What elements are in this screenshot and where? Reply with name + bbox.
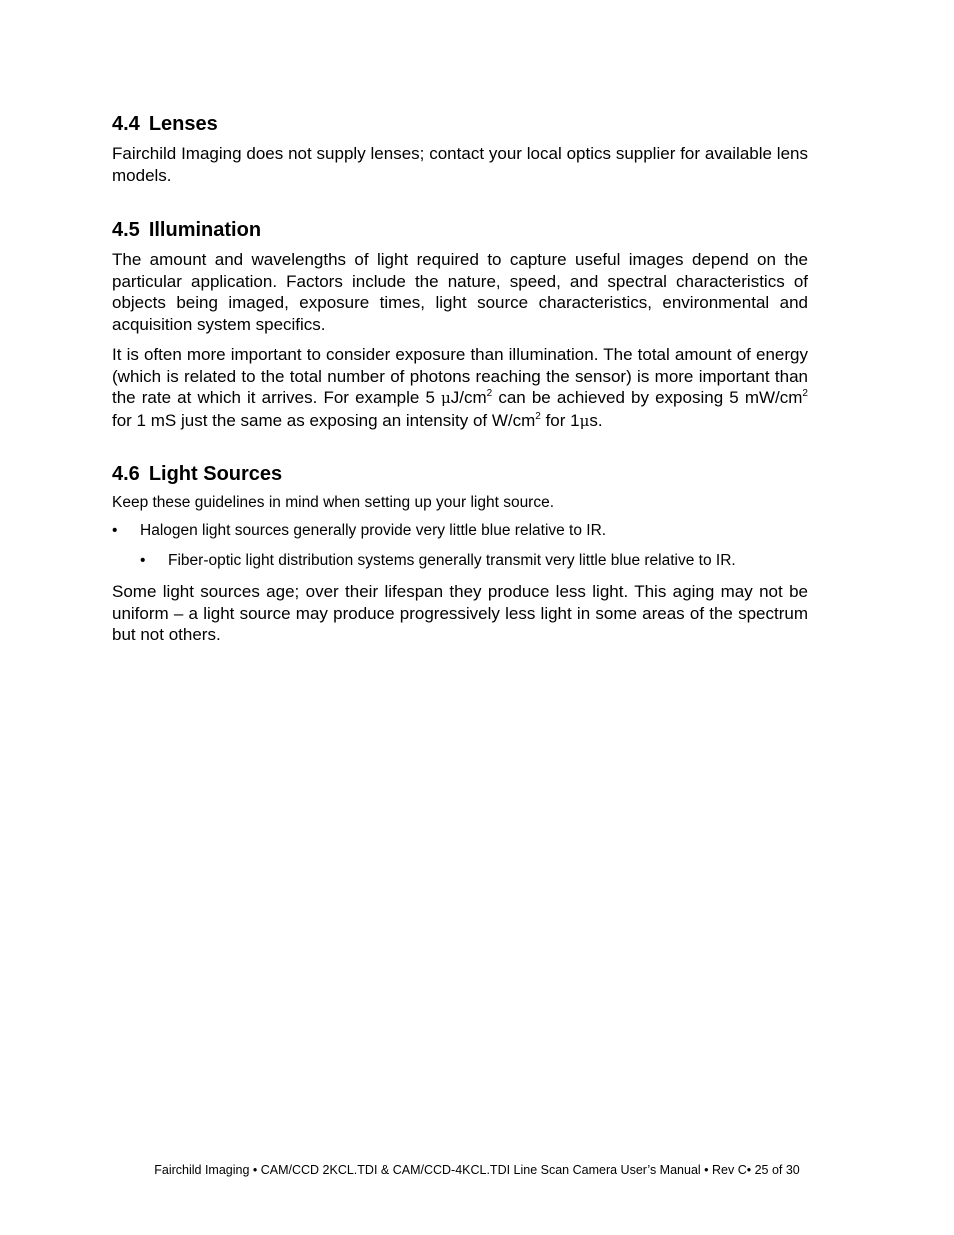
light-sources-intro: Keep these guidelines in mind when setting up your light source. <box>112 494 555 511</box>
section-illumination <box>112 217 808 432</box>
text-run: s. <box>589 410 603 430</box>
superscript: 2 <box>802 388 808 399</box>
mu-symbol: μ <box>579 411 590 430</box>
list-item-text: Halogen light sources generally provide very little blue relative to IR. <box>140 522 607 539</box>
list-item <box>112 551 808 571</box>
list-item <box>112 521 808 541</box>
section-title: Light Sources <box>148 463 283 485</box>
superscript: 2 <box>486 388 493 399</box>
illumination-paragraph-2 <box>112 344 808 432</box>
section-spacer <box>112 441 808 461</box>
text-run: It is often more important to consider exposure than illumination. The total amount of energy (which is related to the total number of photons reaching the sensor) is more important than the rate at which it arrives. For example 5 <box>112 345 808 407</box>
section-number: 4.4 <box>112 113 140 135</box>
section-heading <box>112 217 808 243</box>
mu-symbol: μ <box>441 389 451 407</box>
light-sources-closing: Some light sources age; over their lifespan they produce less light. This aging may not be uniform – a light source may produce progressively less light in some areas of the spectrum but not others. <box>112 582 808 644</box>
text-run: J/cm <box>450 388 487 407</box>
section-heading <box>112 111 808 137</box>
lenses-paragraph: Fairchild Imaging does not supply lenses; contact your local optics supplier for available lens models. <box>112 144 808 185</box>
page-footer: Fairchild Imaging • CAM/CCD 2KCL.TDI & CAM/CCD-4KCL.TDI Line Scan Camera User’s Manual • Rev C• 25 of 30 <box>154 1163 800 1177</box>
guideline-list <box>112 521 808 571</box>
text-run: for 1 <box>540 410 580 430</box>
list-item-text: Fiber-optic light distribution systems generally transmit very little blue relative to IR. <box>168 552 736 569</box>
section-number: 4.5 <box>112 219 140 241</box>
bullet-icon: • <box>140 552 146 569</box>
section-title: Lenses <box>148 113 218 135</box>
text-run: can be achieved by exposing 5 mW/cm <box>492 388 803 407</box>
section-spacer <box>112 195 808 217</box>
superscript: 2 <box>535 410 541 422</box>
bullet-icon: • <box>112 522 118 539</box>
page-content <box>112 111 808 655</box>
section-lenses <box>112 111 808 186</box>
text-run: for 1 mS just the same as exposing an intensity of W/cm <box>112 410 536 430</box>
section-light-sources <box>112 461 808 646</box>
illumination-paragraph-1: The amount and wavelengths of light required to capture useful images depend on the particular application. Factors include the nature, speed, and spectral characteristics of objects being imaged, exposure times, light source characteristics, environmental and acquisition system specifics. <box>112 250 808 334</box>
section-number: 4.6 <box>112 463 140 485</box>
section-title: Illumination <box>148 219 262 241</box>
section-heading <box>112 461 808 487</box>
